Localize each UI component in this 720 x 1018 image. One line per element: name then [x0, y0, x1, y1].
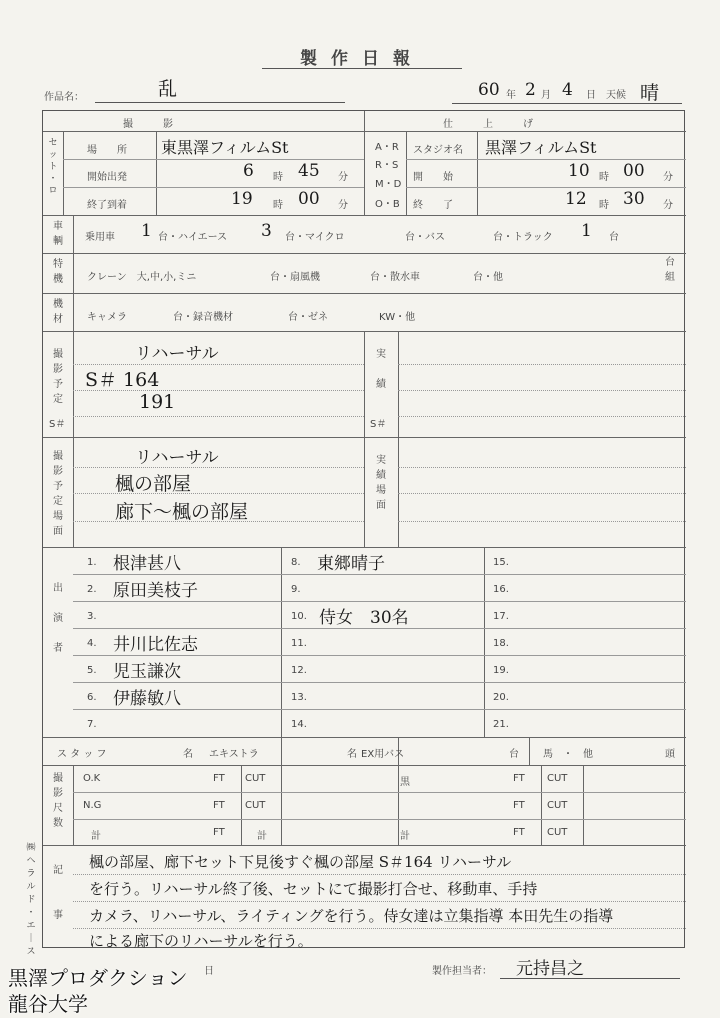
special-unit-label: 台 組: [665, 257, 675, 283]
date-year: 60: [478, 80, 500, 100]
date-underline: [452, 103, 682, 104]
code-md: M・D: [375, 179, 402, 190]
ng-cut-label: CUT: [245, 800, 266, 811]
sprinkler-label: 台・散水車: [370, 272, 420, 283]
fan-label: 台・扇風機: [270, 272, 320, 283]
cast-name-5: 児玉謙次: [113, 662, 181, 682]
end-min: 00: [298, 189, 320, 209]
finish-start-hour-label: 時: [599, 172, 609, 183]
start-label: 開始出発: [87, 172, 127, 183]
start-min: 45: [298, 161, 320, 181]
finishing-section-label: 仕 上 げ: [443, 119, 533, 130]
crane-label: クレーン 大,中,小,ミニ: [87, 272, 197, 283]
total-ft-label: FT: [213, 827, 225, 838]
start-min-label: 分: [338, 172, 348, 183]
result-scene-label: S＃: [370, 419, 387, 430]
cast-num-16: 16.: [493, 584, 509, 595]
finish-end-hour: 12: [565, 189, 587, 209]
start-hour: 6: [243, 161, 254, 181]
notes-line-1: 楓の部屋、廊下セット下見後すぐ楓の部屋 S＃164 リハーサル: [89, 853, 512, 871]
finish-start-label: 開 始: [413, 172, 453, 183]
horse-tou-label: 頭: [665, 749, 675, 760]
location-label: 場 所: [87, 145, 127, 156]
hiace-label: 台・ハイエース: [158, 232, 228, 243]
company-side-label: ㈱ ヘ ラ ル ド ・ エ ｜ ス: [26, 843, 36, 957]
result-side-label: 実 績: [376, 349, 386, 390]
black-label: 黒: [400, 777, 410, 788]
footage-total-label: 計: [91, 831, 101, 842]
finish-end-hour-label: 時: [599, 200, 609, 211]
cast-num-7: 7.: [87, 719, 97, 730]
end-hour: 19: [231, 189, 253, 209]
kw-label: KW・他: [379, 312, 416, 323]
studio-value: 黒澤フィルムSt: [485, 138, 597, 157]
black-ft-1: FT: [513, 773, 525, 784]
black-ft-3: FT: [513, 827, 525, 838]
end-hour-label: 時: [273, 200, 283, 211]
cast-num-5: 5.: [87, 665, 97, 676]
black-cut-2: CUT: [547, 800, 568, 811]
cast-num-9: 9.: [291, 584, 301, 595]
manager-label: 製作担当者：: [432, 966, 492, 977]
plan-line-1: リハーサル: [135, 344, 219, 364]
code-ob: O・B: [375, 199, 400, 210]
plan-side-label: 撮 影 予 定: [53, 349, 63, 405]
cast-num-21: 21.: [493, 719, 509, 730]
black-total-label: 計: [400, 831, 410, 842]
bus-label: 台・バス: [405, 232, 445, 243]
black-cut-1: CUT: [547, 773, 568, 784]
equipment-side-label: 機 材: [53, 299, 63, 325]
truck-unit-label: 台: [609, 232, 619, 243]
shooting-section-label: 撮 影: [123, 119, 173, 130]
total-kei-label: 計: [257, 831, 267, 842]
watermark-line-1: 黒澤プロダクション: [8, 966, 188, 990]
truck-value: 1: [581, 221, 592, 241]
black-cut-3: CUT: [547, 827, 568, 838]
staff-mei-label: 名: [183, 749, 193, 760]
cast-num-15: 15.: [493, 557, 509, 568]
end-min-label: 分: [338, 200, 348, 211]
finish-end-label: 終 了: [413, 200, 453, 211]
extra-mei-label: 名: [347, 749, 357, 760]
plan-scene-label: S＃: [49, 419, 66, 430]
finish-end-min: 30: [623, 189, 645, 209]
start-hour-label: 時: [273, 172, 283, 183]
footer-date-label: 日: [204, 966, 214, 977]
notes-line-3: カメラ、リハーサル、ライティングを行う。侍女達は立集指導 本田先生の指導: [89, 907, 614, 925]
cast-num-14: 14.: [291, 719, 307, 730]
cast-num-6: 6.: [87, 692, 97, 703]
location-value: 東黒澤フィルムSt: [161, 138, 289, 157]
result-place-side-label: 実 績 場 面: [376, 455, 386, 511]
vehicles-side-label: 車 輌: [53, 221, 63, 247]
cast-num-19: 19.: [493, 665, 509, 676]
finish-start-min: 00: [623, 161, 645, 181]
cast-num-20: 20.: [493, 692, 509, 703]
plan-line-2: S＃ 164: [85, 369, 160, 391]
cast-num-3: 3.: [87, 611, 97, 622]
cast-side-label: 出 演 者: [53, 583, 63, 654]
cast-name-8: 東郷晴子: [317, 554, 385, 574]
extra-label: エキストラ: [209, 749, 259, 760]
studio-label: スタジオ名: [413, 145, 463, 156]
form-title: 製作日報: [300, 49, 424, 69]
ok-ft-label: FT: [213, 773, 225, 784]
work-title-label: 作品名：: [44, 92, 84, 103]
footage-ng-label: N.G: [83, 800, 102, 811]
cast-name-1: 根津甚八: [113, 554, 181, 574]
cast-num-17: 17.: [493, 611, 509, 622]
code-ar: A・R: [375, 142, 399, 153]
black-ft-2: FT: [513, 800, 525, 811]
weather-value: 晴: [640, 82, 660, 104]
staff-label: ス タ ッ フ: [57, 749, 107, 760]
cast-name-6: 伊藤敏八: [113, 689, 181, 709]
date-month: 2: [525, 80, 536, 100]
truck-label: 台・トラック: [493, 232, 553, 243]
set-location-side-label: セ ッ ト ・ ロ: [48, 138, 58, 196]
end-label: 終了到着: [87, 200, 127, 211]
footage-side-label: 撮 影 尺 数: [53, 773, 63, 829]
year-label: 年: [506, 90, 516, 101]
title-underline: [262, 68, 462, 69]
sound-label: 台・録音機材: [173, 312, 233, 323]
plan-place-side-label: 撮 影 予 定 場 面: [53, 451, 63, 537]
plan-place-line-2: 楓の部屋: [115, 473, 192, 495]
cast-name-10: 侍女 30名: [319, 608, 409, 628]
report-form: [42, 110, 685, 948]
finish-start-hour: 10: [568, 161, 590, 181]
special-side-label: 特 機: [53, 259, 63, 285]
cast-num-1: 1.: [87, 557, 97, 568]
horse-label: 馬 ・ 他: [543, 749, 593, 760]
hiace-value: 3: [261, 221, 272, 241]
cast-num-12: 12.: [291, 665, 307, 676]
plan-line-3: 191: [139, 391, 176, 413]
notes-line-2: を行う。リハーサル終了後、セットにて撮影打合せ、移動車、手持: [89, 880, 538, 898]
sedan-value: 1: [141, 221, 152, 241]
cast-num-2: 2.: [87, 584, 97, 595]
micro-label: 台・マイクロ: [285, 232, 345, 243]
cast-num-18: 18.: [493, 638, 509, 649]
cast-num-10: 10.: [291, 611, 307, 622]
footage-ok-label: O.K: [83, 773, 101, 784]
manager-underline: [500, 978, 680, 979]
notes-line-4: による廊下のリハーサルを行う。: [89, 932, 313, 950]
special-other-label: 台・他: [473, 272, 503, 283]
sedan-label: 乗用車: [85, 232, 115, 243]
code-rs: R・S: [375, 160, 399, 171]
work-title-underline: [95, 102, 345, 103]
gene-label: 台・ゼネ: [288, 312, 328, 323]
cast-name-4: 井川比佐志: [113, 635, 198, 655]
cast-num-11: 11.: [291, 638, 307, 649]
bus-dai-label: 台: [509, 749, 519, 760]
plan-place-line-3: 廊下～楓の部屋: [115, 501, 249, 523]
work-title-value: 乱: [158, 78, 178, 100]
plan-place-line-1: リハーサル: [135, 448, 219, 468]
cast-name-2: 原田美枝子: [113, 581, 198, 601]
month-label: 月: [541, 90, 551, 101]
camera-label: キャメラ: [87, 312, 127, 323]
cast-num-8: 8.: [291, 557, 301, 568]
cast-num-4: 4.: [87, 638, 97, 649]
watermark-line-2: 龍谷大学: [8, 992, 88, 1016]
finish-start-min-label: 分: [663, 172, 673, 183]
day-label: 日: [586, 90, 596, 101]
date-day: 4: [562, 80, 573, 100]
weather-label: 天候: [606, 90, 626, 101]
finish-end-min-label: 分: [663, 200, 673, 211]
notes-side-label: 記 事: [53, 865, 63, 921]
cast-num-13: 13.: [291, 692, 307, 703]
ng-ft-label: FT: [213, 800, 225, 811]
ex-bus-label: EX用バス: [361, 749, 405, 760]
ok-cut-label: CUT: [245, 773, 266, 784]
manager-value: 元持昌之: [516, 959, 584, 979]
